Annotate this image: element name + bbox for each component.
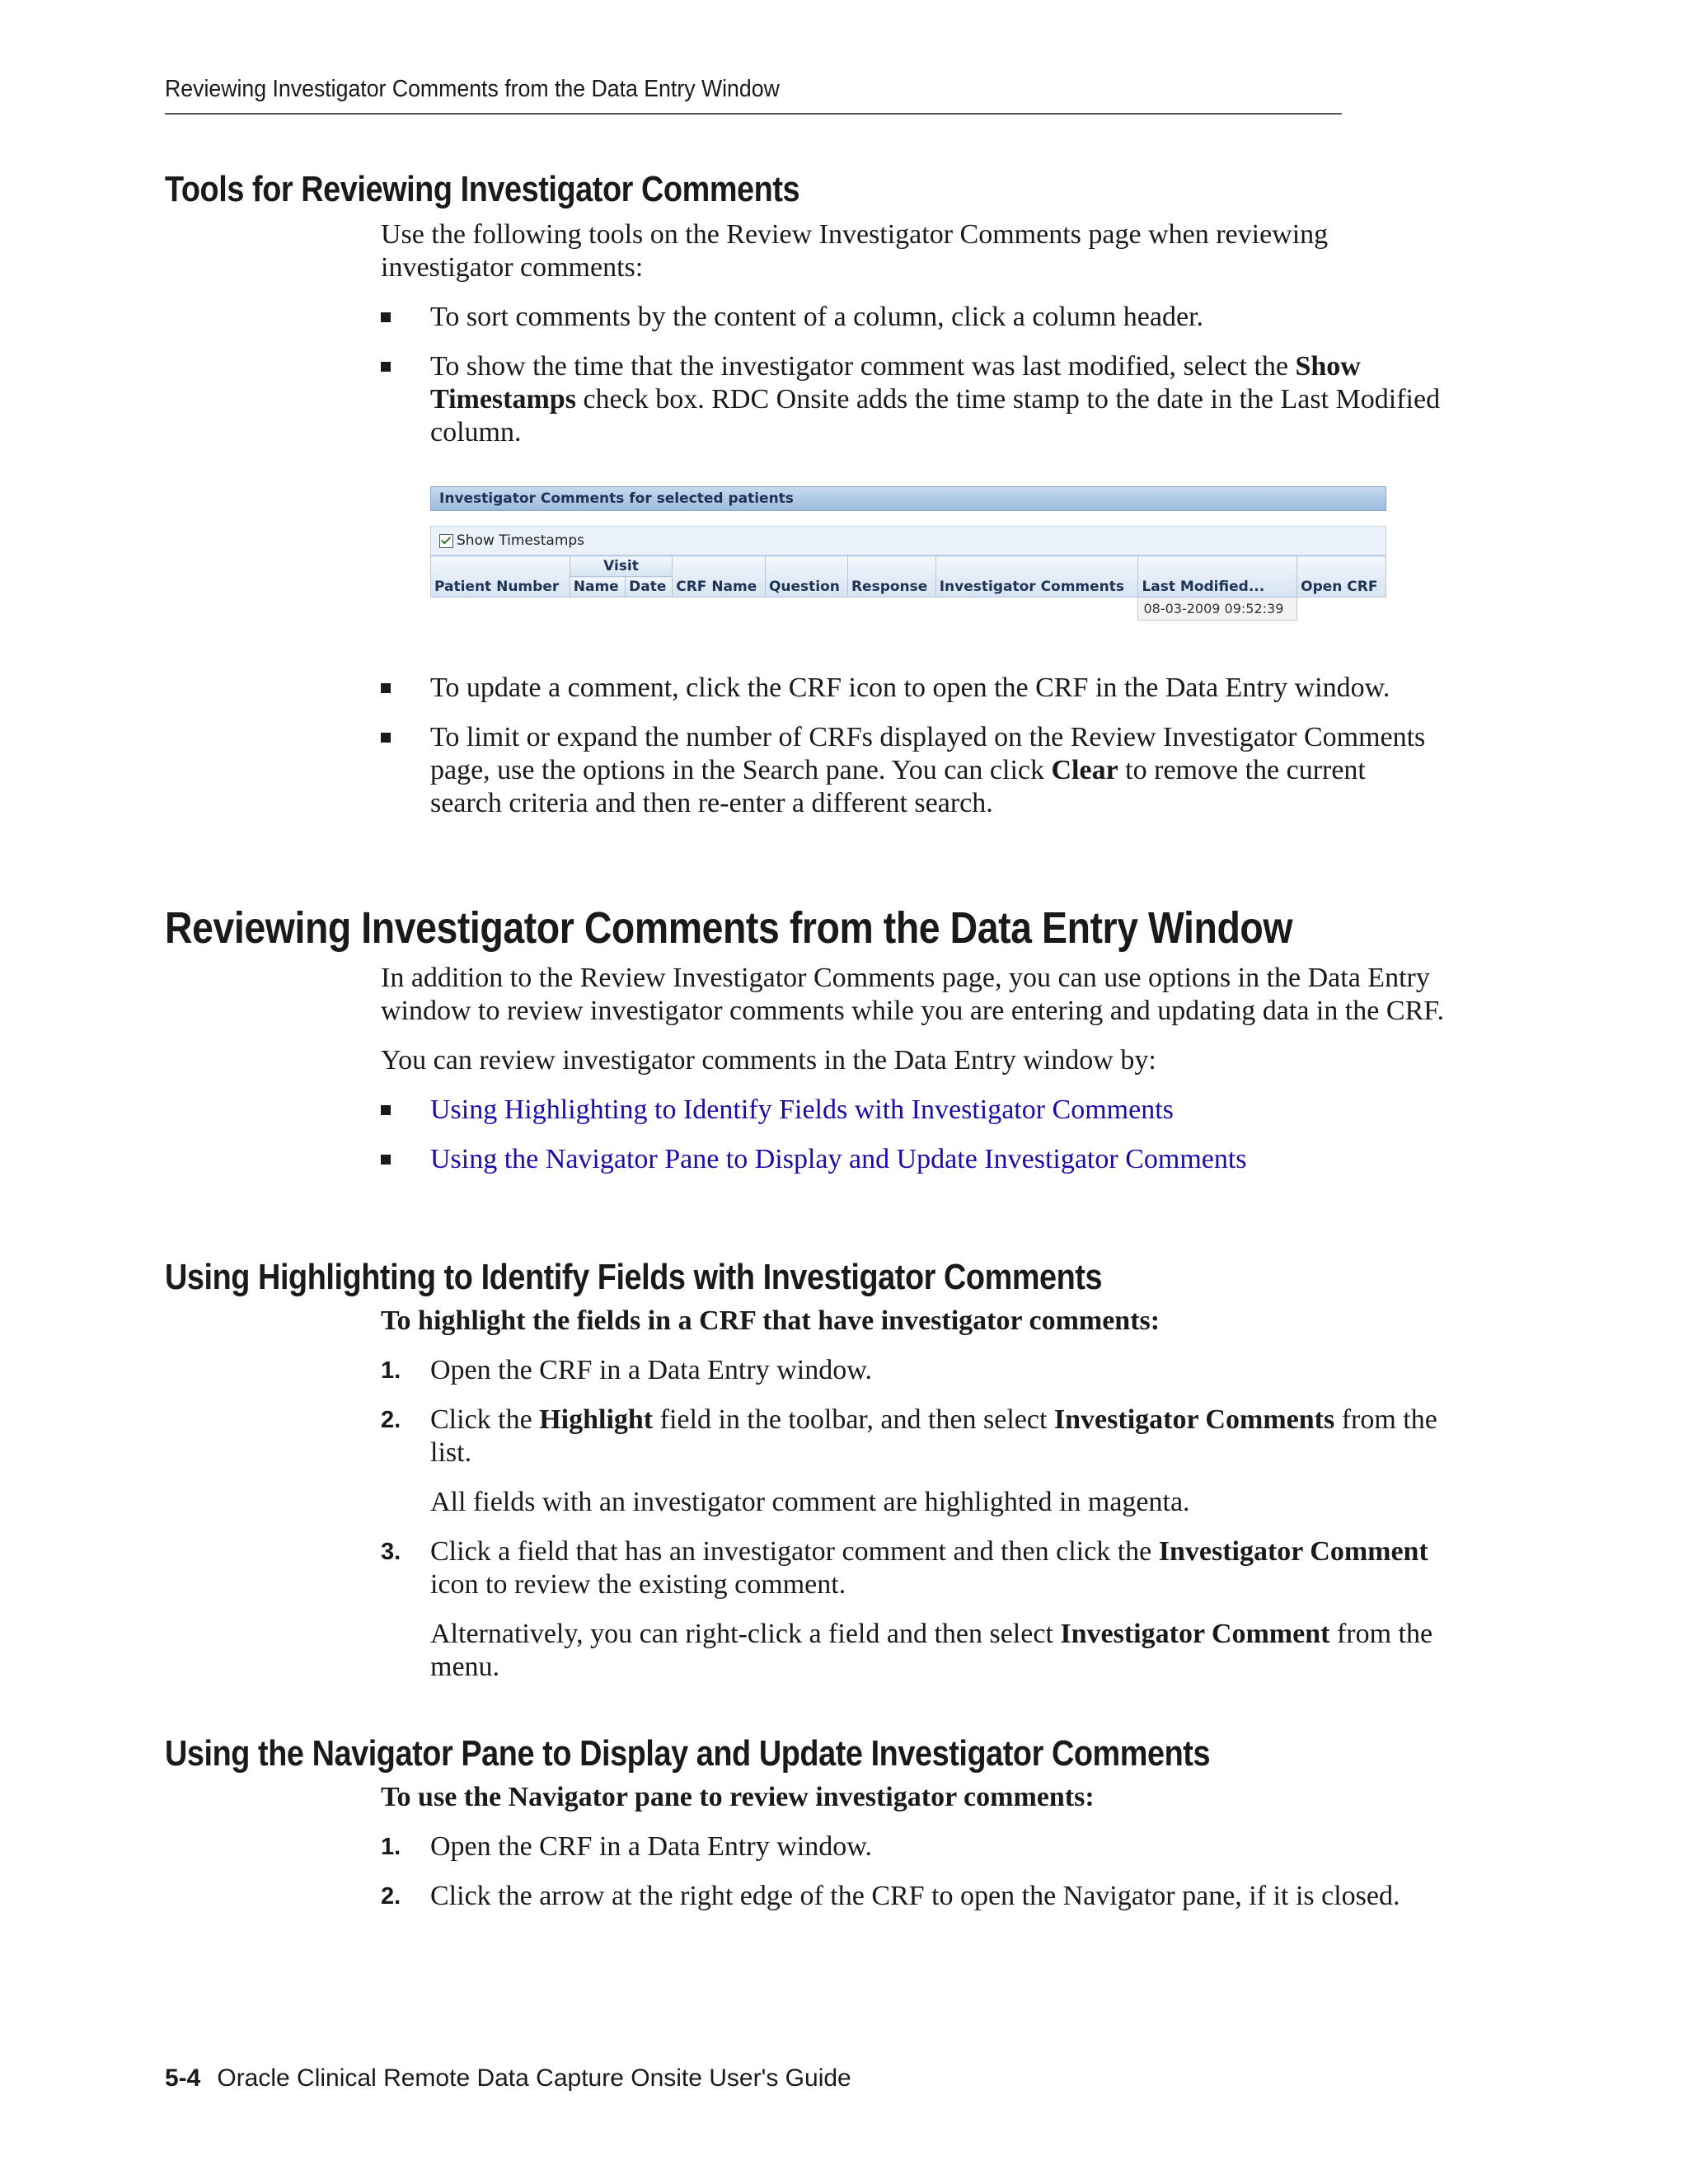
bullet-bold: Show Timestamps bbox=[430, 351, 1361, 415]
bullet-text: check box. RDC Onsite adds the time stamp to the date in the Last Modified column. bbox=[430, 384, 1441, 448]
list-item bbox=[381, 672, 1444, 705]
comments-table bbox=[430, 555, 1386, 621]
step-bold: Investigator Comment bbox=[1158, 1536, 1428, 1567]
bullet-bold: Clear bbox=[1051, 755, 1118, 785]
highlight-heading: Using Highlighting to Identify Fields with Investigator Comments bbox=[165, 1257, 1103, 1297]
step-note bbox=[430, 1618, 1444, 1684]
list-item bbox=[381, 1094, 1444, 1127]
tools-section bbox=[165, 169, 1451, 466]
page-number: 5-4 bbox=[165, 2064, 201, 2092]
step-text-part: Click the bbox=[430, 1404, 540, 1435]
step-text-part: field in the toolbar, and then select bbox=[653, 1404, 1054, 1435]
bullet-mark bbox=[381, 683, 391, 693]
col-question[interactable]: Question bbox=[765, 556, 847, 598]
tools-heading: Tools for Reviewing Investigator Comments bbox=[165, 169, 800, 209]
page-footer bbox=[165, 2064, 851, 2093]
step-text bbox=[430, 1404, 1444, 1469]
highlight-steps bbox=[381, 1354, 1444, 1684]
col-group-visit: Visit bbox=[570, 556, 672, 577]
bullet-mark bbox=[381, 312, 391, 322]
col-patient-number[interactable]: Patient Number bbox=[431, 556, 570, 598]
col-investigator-comments[interactable]: Investigator Comments bbox=[935, 556, 1138, 598]
list-item bbox=[381, 1830, 1444, 1863]
tools-body bbox=[381, 218, 1444, 449]
list-item bbox=[381, 1354, 1444, 1387]
show-timestamps-row bbox=[430, 526, 1386, 555]
step-number: 2. bbox=[381, 1883, 401, 1910]
link-highlighting-section[interactable]: Using Highlighting to Identify Fields with Investigator Comments bbox=[430, 1094, 1174, 1125]
bullet-text: To update a comment, click the CRF icon to open the CRF in the Data Entry window. bbox=[430, 673, 1390, 703]
review-heading: Reviewing Investigator Comments from the Data Entry Window bbox=[165, 903, 1293, 953]
bullet-mark bbox=[381, 362, 391, 372]
list-item bbox=[381, 1535, 1444, 1684]
tools-intro: Use the following tools on the Review Investigator Comments page when reviewing investigator comments: bbox=[381, 219, 1329, 283]
list-item bbox=[381, 350, 1444, 449]
tools-bullet-list-2 bbox=[381, 672, 1444, 820]
list-item bbox=[381, 1143, 1444, 1176]
step-text-part: from the menu. bbox=[430, 1619, 1433, 1682]
running-header-text: Reviewing Investigator Comments from the Data Entry Window bbox=[165, 76, 780, 102]
step-number: 1. bbox=[381, 1834, 401, 1860]
review-link-list bbox=[381, 1094, 1444, 1176]
step-text-part: Alternatively, you can right-click a field and then select bbox=[430, 1619, 1061, 1649]
col-open-crf[interactable]: Open CRF bbox=[1297, 556, 1386, 598]
link-navigator-section[interactable]: Using the Navigator Pane to Display and Update Investigator Comments bbox=[430, 1144, 1247, 1174]
bullet-mark bbox=[381, 733, 391, 743]
list-item bbox=[381, 1404, 1444, 1519]
navigator-lead: To use the Navigator pane to review investigator comments: bbox=[381, 1782, 1095, 1812]
bullet-text: To show the time that the investigator comment was last modified, select the bbox=[430, 351, 1296, 382]
highlight-body bbox=[381, 1305, 1444, 1684]
highlight-section bbox=[165, 1257, 1451, 1700]
review-body bbox=[381, 962, 1444, 1176]
show-timestamps-checkbox[interactable] bbox=[439, 534, 453, 548]
bullet-mark bbox=[381, 1105, 391, 1115]
step-text-part: Click a field that has an investigator comment and then click the bbox=[430, 1536, 1159, 1567]
bullet-text: to remove the current search criteria and then re-enter a different search. bbox=[430, 755, 1366, 818]
col-response[interactable]: Response bbox=[847, 556, 935, 598]
book-title: Oracle Clinical Remote Data Capture Onsite User's Guide bbox=[217, 2064, 851, 2092]
list-item bbox=[381, 1880, 1444, 1913]
bullet-text: To sort comments by the content of a column, click a column header. bbox=[430, 302, 1204, 332]
col-last-modified[interactable]: Last Modified... bbox=[1138, 556, 1297, 598]
review-section bbox=[165, 902, 1451, 1193]
highlight-lead: To highlight the fields in a CRF that have investigator comments: bbox=[381, 1305, 1160, 1336]
navigator-heading: Using the Navigator Pane to Display and Update Investigator Comments bbox=[165, 1733, 1211, 1774]
step-number: 1. bbox=[381, 1357, 401, 1384]
tools-section-continued bbox=[165, 672, 1451, 837]
list-item bbox=[381, 721, 1444, 820]
navigator-steps bbox=[381, 1830, 1444, 1913]
list-item bbox=[381, 301, 1444, 334]
last-modified-timestamp: 08-03-2009 09:52:39 bbox=[1138, 598, 1297, 621]
review-para-2: You can review investigator comments in the Data Entry window by: bbox=[381, 1045, 1156, 1076]
step-number: 2. bbox=[381, 1407, 401, 1433]
show-timestamps-label: Show Timestamps bbox=[457, 532, 585, 549]
col-visit-name[interactable]: Name bbox=[570, 577, 625, 598]
bullet-mark bbox=[381, 1155, 391, 1165]
step-text: Open the CRF in a Data Entry window. bbox=[430, 1831, 873, 1862]
step-note: All fields with an investigator comment are highlighted in magenta. bbox=[430, 1487, 1190, 1517]
step-bold: Investigator Comments bbox=[1053, 1404, 1335, 1435]
step-text-part: from the list. bbox=[430, 1404, 1437, 1468]
step-text-part: icon to review the existing comment. bbox=[430, 1569, 846, 1600]
step-bold: Investigator Comment bbox=[1060, 1619, 1330, 1649]
step-bold: Highlight bbox=[539, 1404, 654, 1435]
step-text bbox=[430, 1535, 1444, 1601]
review-para-1: In addition to the Review Investigator Comments page, you can use options in the Data Entry window to review investigator comments while you are entering and updating data in the CRF. bbox=[381, 963, 1444, 1026]
col-visit-date[interactable]: Date bbox=[626, 577, 673, 598]
running-header bbox=[165, 76, 1342, 115]
figure-title-bar: Investigator Comments for selected patients bbox=[430, 486, 1386, 511]
step-text: Open the CRF in a Data Entry window. bbox=[430, 1355, 873, 1385]
navigator-body bbox=[381, 1781, 1444, 1913]
table-row bbox=[431, 598, 1386, 621]
investigator-comments-figure bbox=[430, 486, 1386, 643]
col-crf-name[interactable]: CRF Name bbox=[673, 556, 766, 598]
bullet-text: To limit or expand the number of CRFs displayed on the Review Investigator Comments page, use the options in the Search pane. You can click bbox=[430, 722, 1426, 785]
tools-bullet-list bbox=[381, 301, 1444, 449]
navigator-section bbox=[165, 1733, 1451, 1929]
step-text: Click the arrow at the right edge of the CRF to open the Navigator pane, if it is closed. bbox=[430, 1881, 1400, 1911]
step-number: 3. bbox=[381, 1539, 401, 1565]
tools-body-continued bbox=[381, 672, 1444, 820]
